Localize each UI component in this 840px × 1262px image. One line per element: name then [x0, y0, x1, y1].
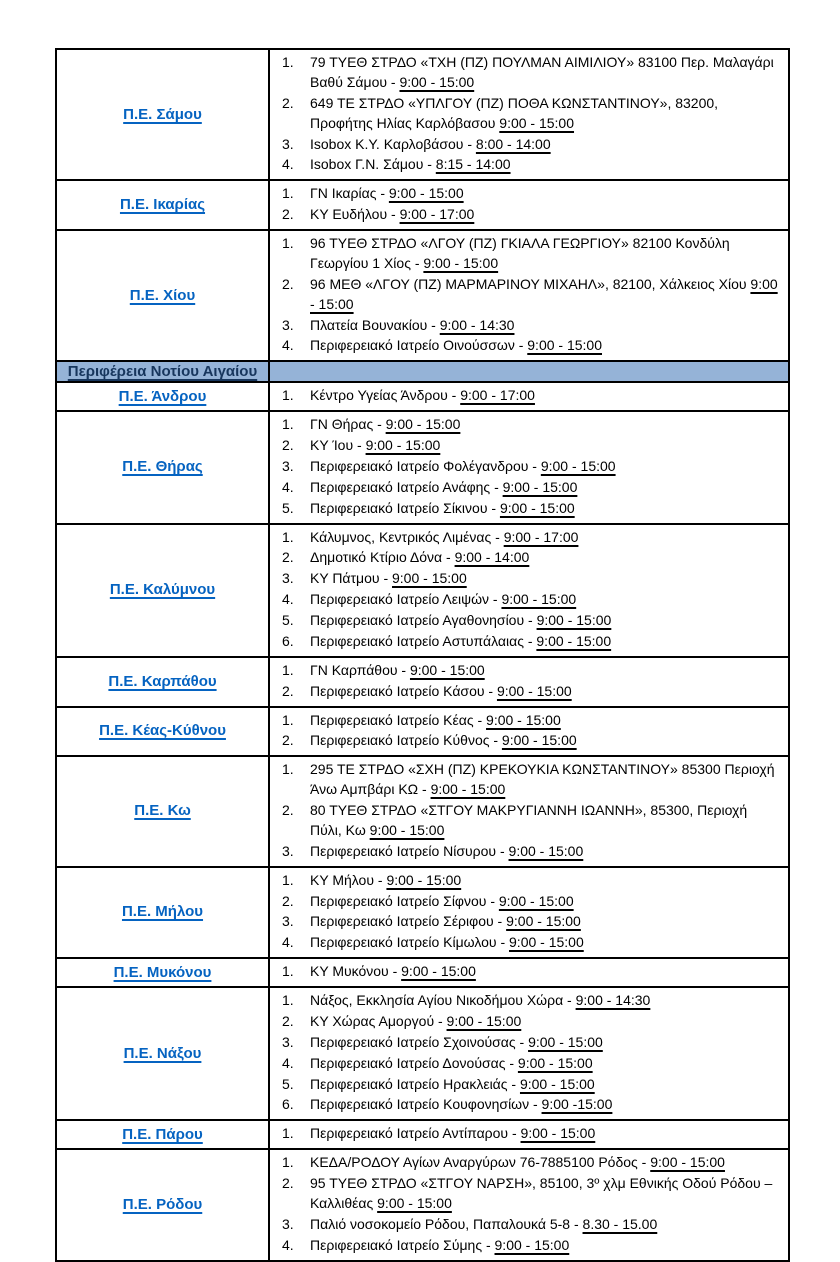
facility-hours: 9:00 - 15:00	[502, 478, 578, 495]
facility-item	[280, 275, 780, 315]
facility-list	[280, 760, 780, 861]
facility-name: Κέντρο Υγείας Άνδρου -	[310, 387, 461, 404]
facility-item	[280, 155, 780, 175]
region-header-link[interactable]: Περιφέρεια Νοτίου Αιγαίου	[67, 363, 258, 381]
facility-name: Περιφερειακό Ιατρείο Λειψών -	[310, 591, 502, 608]
facility-list	[280, 871, 780, 954]
facility-items-cell	[269, 657, 789, 707]
facility-item	[280, 1054, 780, 1074]
facility-hours: 9:00 - 15:00	[423, 254, 499, 271]
facility-hours: 9:00 - 15:00	[365, 437, 441, 453]
region-header-cell	[56, 361, 269, 382]
facility-hours: 8:00 - 14:00	[475, 135, 551, 152]
facility-name: Περιφερειακό Ιατρείο Δονούσας -	[310, 1054, 518, 1071]
facility-item	[280, 569, 780, 589]
facility-item	[280, 912, 780, 932]
facility-hours: 9:00 - 15:00	[388, 185, 464, 202]
facility-item	[280, 184, 780, 204]
facility-item	[280, 991, 780, 1011]
facility-item	[280, 457, 780, 477]
unit-name-link[interactable]: Π.Ε. Χίου	[129, 286, 196, 304]
facility-name: ΓΝ Ικαρίας -	[310, 185, 389, 202]
facility-hours: 9:00 - 15:00	[520, 1125, 596, 1142]
region-header-empty-cell	[269, 361, 789, 382]
facility-item	[280, 1215, 780, 1235]
facility-item	[280, 205, 780, 225]
facility-item	[280, 661, 780, 681]
facility-item	[280, 499, 780, 519]
facility-hours: 9:00 - 15:00	[409, 661, 485, 678]
unit-name-cell	[56, 987, 269, 1120]
facility-item	[280, 1075, 780, 1095]
facility-name: Isobox Κ.Υ. Καρλοβάσου -	[310, 135, 476, 152]
unit-name-cell	[56, 524, 269, 657]
facility-hours: 8:15 - 14:00	[435, 156, 511, 173]
facility-hours: 9:00 - 17:00	[503, 528, 579, 545]
region-header-row	[56, 361, 789, 382]
facility-hours: 8.30 - 15.00	[582, 1215, 658, 1232]
facility-item	[280, 94, 780, 134]
facility-item	[280, 632, 780, 652]
facility-item	[280, 933, 780, 953]
facility-item	[280, 415, 780, 435]
facility-hours: 9:00 - 15:00	[498, 892, 574, 909]
facility-item	[280, 135, 780, 155]
facility-name: ΚΥ Χώρας Αμοργού -	[310, 1012, 447, 1029]
facility-list	[280, 415, 780, 518]
unit-name-link[interactable]: Π.Ε. Μήλου	[121, 903, 204, 921]
facility-name: Κάλυμνος, Κεντρικός Λιμένας -	[310, 528, 504, 545]
facility-name: ΓΝ Θήρας -	[310, 416, 386, 433]
facility-item	[280, 316, 780, 336]
facility-hours: 9:00 - 15:00	[310, 275, 778, 312]
facility-item	[280, 1236, 780, 1256]
facility-hours: 9:00 - 15:00	[536, 612, 612, 628]
facility-name: Περιφερειακό Ιατρείο Αντίπαρου -	[310, 1125, 521, 1142]
facility-name: Περιφερειακό Ιατρείο Ανάφης -	[310, 478, 503, 495]
facility-hours: 9:00 - 15:00	[430, 781, 506, 798]
facility-name: Περιφερειακό Ιατρείο Αγαθονησίου -	[310, 612, 537, 628]
unit-name-link[interactable]: Π.Ε. Κω	[134, 802, 191, 820]
facility-items-cell	[269, 524, 789, 657]
unit-name-cell	[56, 867, 269, 959]
facility-name: Περιφερειακό Ιατρείο Σίφνου -	[310, 892, 499, 909]
unit-name-cell	[56, 1120, 269, 1149]
facility-list	[280, 234, 780, 356]
facility-item	[280, 871, 780, 891]
facility-name: 295 ΤΕ ΣΤΡΔΟ «ΣΧΗ (ΠΖ) ΚΡΕΚΟΥΚΙΑ ΚΩΝΣΤΑΝΤΙΝΟΥ» 85300 Περιοχή Άνω Αμπβάρι ΚΩ -	[310, 761, 775, 798]
facility-item	[280, 711, 780, 731]
facility-name: 79 ΤΥΕΘ ΣΤΡΔΟ «ΤΧΗ (ΠΖ) ΠΟΥΛΜΑΝ ΑΙΜΙΛΙΟΥ» 83100 Περ. Μαλαγάρι Βαθύ Σάμου -	[310, 54, 774, 90]
facility-name: Περιφερειακό Ιατρείο Κύθνος -	[310, 732, 502, 749]
facility-hours: 9:00 - 15:00	[499, 114, 575, 131]
unit-name-link[interactable]: Π.Ε. Καλύμνου	[109, 581, 216, 599]
facility-list	[280, 711, 780, 752]
facility-name: ΚΥ Μήλου -	[310, 871, 387, 888]
table-row	[56, 657, 789, 707]
facility-list	[280, 962, 780, 982]
facility-name: Περιφερειακό Ιατρείο Κέας -	[310, 711, 487, 728]
facility-hours: 9:00 - 15:00	[386, 871, 462, 888]
facility-list	[280, 53, 780, 175]
table-row	[56, 756, 789, 866]
unit-name-cell	[56, 657, 269, 707]
unit-name-link[interactable]: Π.Ε. Άνδρου	[118, 387, 207, 405]
facility-item	[280, 53, 780, 93]
facility-name: 95 ΤΥΕΘ ΣΤΡΔΟ «ΣΤΓΟΥ ΝΑΡΣΗ», 85100, 3º χλμ Εθνικής Οδού Ρόδου – Καλλιθέας	[310, 1175, 773, 1211]
facility-list	[280, 1153, 780, 1255]
facility-hours: 9:00 - 15:00	[496, 682, 572, 699]
table-row	[56, 230, 789, 361]
facility-hours: 9:00 - 14:30	[439, 316, 515, 333]
facility-list	[280, 184, 780, 225]
facility-name: 649 ΤΕ ΣΤΡΔΟ «ΥΠΛΓΟΥ (ΠΖ) ΠΟΘΑ ΚΩΝΣΤΑΝΤΙΝΟΥ», 83200, Προφήτης Ηλίας Καρλόβασου	[310, 94, 719, 131]
unit-name-link[interactable]: Π.Ε. Μυκόνου	[113, 963, 212, 981]
unit-name-link[interactable]: Π.Ε. Ικαρίας	[119, 196, 206, 214]
table-row	[56, 411, 789, 523]
facility-item	[280, 892, 780, 912]
unit-name-link[interactable]: Π.Ε. Καρπάθου	[108, 672, 217, 690]
facility-list	[280, 991, 780, 1115]
facility-list	[280, 661, 780, 702]
facility-hours: 9:00 - 15:00	[527, 337, 602, 354]
facility-list	[280, 528, 780, 652]
facility-item	[280, 842, 780, 862]
facility-items-cell	[269, 958, 789, 987]
facility-name: 80 ΤΥΕΘ ΣΤΡΔΟ «ΣΤΓΟΥ ΜΑΚΡΥΓΙΑΝΝΗ ΙΩΑΝΝΗ», 85300, Περιοχή Πύλι, Κω	[310, 802, 748, 838]
facility-name: Περιφερειακό Ιατρείο Νίσυρου -	[310, 842, 509, 859]
facility-hours: 9:00 - 15:00	[369, 821, 445, 838]
facility-hours: 9:00 - 15:00	[508, 842, 584, 859]
unit-name-link[interactable]: Π.Ε. Ρόδου	[122, 1195, 203, 1213]
facility-hours: 9:00 - 15:00	[509, 934, 584, 951]
unit-name-link[interactable]: Π.Ε. Πάρου	[122, 1125, 203, 1143]
facility-item	[280, 1095, 780, 1115]
table-row	[56, 987, 789, 1120]
facility-hours: 9:00 - 15:00	[528, 1033, 603, 1050]
table-row	[56, 180, 789, 230]
facility-item	[280, 528, 780, 548]
facility-item	[280, 1033, 780, 1053]
facility-hours: 9:00 - 15:00	[540, 457, 616, 474]
table-row	[56, 1149, 789, 1260]
facility-item	[280, 1153, 780, 1173]
unit-name-cell	[56, 756, 269, 866]
facility-hours: 9:00 - 15:00	[501, 732, 577, 749]
facility-items-cell	[269, 1149, 789, 1260]
facility-name: ΚΥ Μυκόνου -	[310, 963, 402, 980]
table-row	[56, 382, 789, 411]
facility-items-cell	[269, 49, 789, 180]
facility-hours: 9:00 - 15:00	[536, 632, 612, 649]
facility-item	[280, 234, 780, 274]
facility-name: ΚΥ Ευδήλου -	[310, 206, 400, 223]
facility-item	[280, 386, 780, 406]
facility-name: Νάξος, Εκκλησία Αγίου Νικοδήμου Χώρα -	[310, 992, 576, 1008]
table-row	[56, 958, 789, 987]
facility-hours: 9:00 - 15:00	[501, 591, 577, 608]
facility-hours: 9:00 - 14:30	[575, 992, 651, 1008]
facility-name: ΓΝ Καρπάθου -	[310, 661, 410, 678]
facility-name: Περιφερειακό Ιατρείο Σέριφου -	[310, 913, 507, 930]
facility-hours: 9:00 - 15:00	[519, 1075, 595, 1092]
facility-name: Περιφερειακό Ιατρείο Κίμωλου -	[310, 934, 510, 951]
table-row	[56, 49, 789, 180]
facility-item	[280, 590, 780, 610]
facility-items-cell	[269, 867, 789, 959]
facility-hours: 9:00 - 17:00	[460, 387, 535, 404]
facility-item	[280, 1012, 780, 1032]
facility-items-cell	[269, 411, 789, 523]
facility-name: Πλατεία Βουνακίου -	[310, 316, 440, 333]
facility-item	[280, 611, 780, 631]
document-page	[55, 48, 790, 1262]
facility-hours: 9:00 - 15:00	[494, 1236, 570, 1253]
facility-name: Παλιό νοσοκομείο Ρόδου, Παπαλουκά 5-8 -	[310, 1215, 583, 1232]
facility-hours: 9:00 - 15:00	[385, 416, 461, 433]
facility-item	[280, 548, 780, 568]
facility-name: Περιφερειακό Ιατρείο Αστυπάλαιας -	[310, 632, 537, 649]
facility-item	[280, 1174, 780, 1214]
facility-name: Περιφερειακό Ιατρείο Σύμης -	[310, 1236, 495, 1253]
unit-name-cell	[56, 958, 269, 987]
facility-name: Περιφερειακό Ιατρείο Οινούσσων -	[310, 337, 528, 354]
facility-items-cell	[269, 382, 789, 411]
facility-name: ΚΥ Πάτμου -	[310, 570, 392, 587]
facility-hours: 9:00 - 15:00	[499, 499, 575, 516]
facility-items-cell	[269, 707, 789, 757]
facility-hours: 9:00 - 15:00	[377, 1194, 452, 1211]
facility-hours: 9:00 - 15:00	[650, 1154, 725, 1171]
facility-items-cell	[269, 180, 789, 230]
facility-item	[280, 801, 780, 841]
facility-item	[280, 1124, 780, 1144]
unit-name-link[interactable]: Π.Ε. Σάμου	[123, 105, 202, 123]
unit-name-cell	[56, 707, 269, 757]
facility-hours: 9:00 - 15:00	[392, 570, 467, 587]
table-row	[56, 707, 789, 757]
facility-name: Περιφερειακό Ιατρείο Φολέγανδρου -	[310, 457, 541, 474]
table-row	[56, 867, 789, 959]
facility-hours: 9:00 - 15:00	[401, 963, 476, 980]
health-facilities-table	[55, 48, 790, 1262]
facility-name: Δημοτικό Κτίριο Δόνα -	[310, 549, 455, 566]
unit-name-cell	[56, 382, 269, 411]
facility-hours: 9:00 - 15:00	[446, 1012, 522, 1029]
facility-item	[280, 962, 780, 982]
unit-name-cell	[56, 411, 269, 523]
unit-name-link[interactable]: Π.Ε. Νάξου	[123, 1044, 202, 1062]
facility-item	[280, 760, 780, 800]
facility-item	[280, 436, 780, 456]
facility-hours: 9:00 -15:00	[541, 1096, 613, 1113]
facility-name: Isobox Γ.Ν. Σάμου -	[310, 156, 436, 173]
facility-name: 96 ΜΕΘ «ΛΓΟΥ (ΠΖ) ΜΑΡΜΑΡΙΝΟΥ ΜΙΧΑΗΛ», 82100, Χάλκειος Χίου	[310, 275, 751, 292]
facility-name: Περιφερειακό Ιατρείο Κουφονησίων -	[310, 1096, 542, 1113]
facility-list	[280, 1124, 780, 1144]
facility-hours: 9:00 - 14:00	[454, 549, 530, 566]
facility-name: Περιφερειακό Ιατρείο Κάσου -	[310, 682, 497, 699]
unit-name-cell	[56, 230, 269, 361]
facility-item	[280, 478, 780, 498]
facility-hours: 9:00 - 15:00	[517, 1054, 593, 1071]
unit-name-cell	[56, 1149, 269, 1260]
unit-name-link[interactable]: Π.Ε. Θήρας	[122, 458, 203, 476]
facility-item	[280, 682, 780, 702]
facility-name: Περιφερειακό Ιατρείο Ηρακλειάς -	[310, 1075, 520, 1092]
facility-hours: 9:00 - 15:00	[506, 913, 581, 930]
facility-item	[280, 731, 780, 751]
table-body	[56, 49, 789, 1261]
facility-name: ΚΕΔΑ/ΡΟΔΟΥ Αγίων Αναργύρων 76-7885100 Ρόδος -	[310, 1154, 651, 1171]
unit-name-cell	[56, 49, 269, 180]
facility-name: 96 ΤΥΕΘ ΣΤΡΔΟ «ΛΓΟΥ (ΠΖ) ΓΚΙΑΛΑ ΓΕΩΡΓΙΟΥ» 82100 Κονδύλη Γεωργίου 1 Χίος -	[310, 235, 730, 271]
facility-item	[280, 336, 780, 356]
unit-name-cell	[56, 180, 269, 230]
facility-hours: 9:00 - 17:00	[399, 206, 475, 223]
table-row	[56, 524, 789, 657]
facility-name: ΚΥ Ίου -	[310, 437, 366, 453]
facility-list	[280, 386, 780, 406]
facility-items-cell	[269, 1120, 789, 1149]
table-row	[56, 1120, 789, 1149]
facility-name: Περιφερειακό Ιατρείο Σίκινου -	[310, 499, 500, 516]
facility-hours: 9:00 - 15:00	[486, 711, 561, 728]
facility-items-cell	[269, 987, 789, 1120]
unit-name-link[interactable]: Π.Ε. Κέας-Κύθνου	[99, 722, 226, 740]
facility-name: Περιφερειακό Ιατρείο Σχοινούσας -	[310, 1033, 529, 1050]
facility-items-cell	[269, 756, 789, 866]
facility-items-cell	[269, 230, 789, 361]
facility-hours: 9:00 - 15:00	[399, 73, 475, 90]
